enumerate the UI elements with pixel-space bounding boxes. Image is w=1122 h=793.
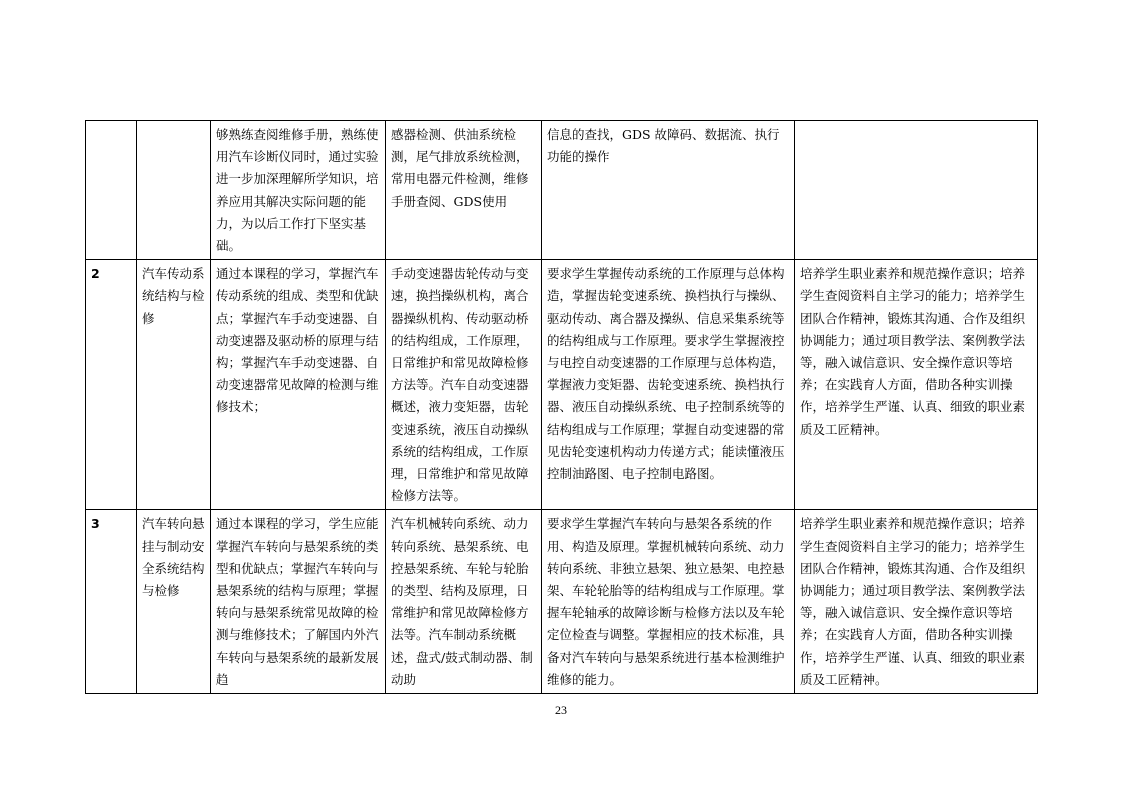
teaching-requirements-cell: 要求学生掌握传动系统的工作原理与总体构造，掌握齿轮变速系统、换档执行与操纵、驱动传动、离合器及操纵、信息采集系统等的结构组成与工作原理。要求学生掌握液控与电控自动变速器的工作原理与总体构造，掌握液力变矩器、齿轮变速系统、换档执行器、液压自动操纵系统、电子控制系统等的结构组成与工作原理；掌握自动变速器的常见齿轮变速机构动力传递方式；能读懂液压控制油路图、电子控制电路图。 [542, 260, 795, 510]
ideology-cell: 培养学生职业素养和规范操作意识；培养学生查阅资料自主学习的能力；培养学生团队合作精神，锻炼其沟通、合作及组织协调能力；通过项目教学法、案例教学法等，融入诚信意识、安全操作意识等培养；在实践育人方面，借助各种实训操作，培养学生严谨、认真、细致的职业素质及工匠精神。 [795, 510, 1038, 694]
row-number-cell: 2 [86, 260, 137, 510]
row-number-cell: 3 [86, 510, 137, 694]
course-name-cell [137, 121, 211, 260]
course-content-cell: 手动变速器齿轮传动与变速，换挡操纵机构，离合器操纵机构、传动驱动桥的结构组成，工作原理，日常维护和常见故障检修方法等。汽车自动变速器概述，液力变矩器，齿轮变速系统，液压自动操纵系统的结构组成，工作原理，日常维护和常见故障检修方法等。 [386, 260, 542, 510]
table-row [86, 510, 1038, 694]
table-row [86, 260, 1038, 510]
course-content-cell: 感器检测、供油系统检测，尾气排放系统检测，常用电器元件检测，维修手册查阅、GDS使用 [386, 121, 542, 260]
table-row [86, 121, 1038, 260]
ideology-cell [795, 121, 1038, 260]
page-number: 23 [555, 703, 567, 717]
course-name-cell: 汽车转向悬挂与制动安全系统结构与检修 [137, 510, 211, 694]
row-number-cell [86, 121, 137, 260]
course-table [85, 120, 1038, 694]
course-name-cell: 汽车传动系统结构与检修 [137, 260, 211, 510]
course-content-cell: 汽车机械转向系统、动力转向系统、悬架系统、电控悬架系统、车轮与轮胎的类型、结构及原理，日常维护和常见故障检修方法等。汽车制动系统概述，盘式/鼓式制动器、制动助 [386, 510, 542, 694]
teaching-requirements-cell: 信息的查找，GDS 故障码、数据流、执行功能的操作 [542, 121, 795, 260]
teaching-requirements-cell: 要求学生掌握汽车转向与悬架各系统的作用、构造及原理。掌握机械转向系统、动力转向系统、非独立悬架、独立悬架、电控悬架、车轮轮胎等的结构组成与工作原理。掌握车轮轴承的故障诊断与检修方法以及车轮定位检查与调整。掌握相应的技术标准，具备对汽车转向与悬架系统进行基本检测维护维修的能力。 [542, 510, 795, 694]
ideology-cell: 培养学生职业素养和规范操作意识；培养学生查阅资料自主学习的能力；培养学生团队合作精神，锻炼其沟通、合作及组织协调能力；通过项目教学法、案例教学法等，融入诚信意识、安全操作意识等培养；在实践育人方面，借助各种实训操作，培养学生严谨、认真、细致的职业素质及工匠精神。 [795, 260, 1038, 510]
course-objective-cell: 通过本课程的学习，掌握汽车传动系统的组成、类型和优缺点；掌握汽车手动变速器、自动变速器及驱动桥的原理与结构；掌握汽车手动变速器、自动变速器常见故障的检测与维修技术； [211, 260, 386, 510]
course-objective-cell: 通过本课程的学习，学生应能掌握汽车转向与悬架系统的类型和优缺点；掌握汽车转向与悬架系统的结构与原理；掌握转向与悬架系统常见故障的检测与维修技术；了解国内外汽车转向与悬架系统的最新发展趋 [211, 510, 386, 694]
course-objective-cell: 够熟练查阅维修手册，熟练使用汽车诊断仪同时，通过实验进一步加深理解所学知识，培养应用其解决实际问题的能力，为以后工作打下坚实基础。 [211, 121, 386, 260]
